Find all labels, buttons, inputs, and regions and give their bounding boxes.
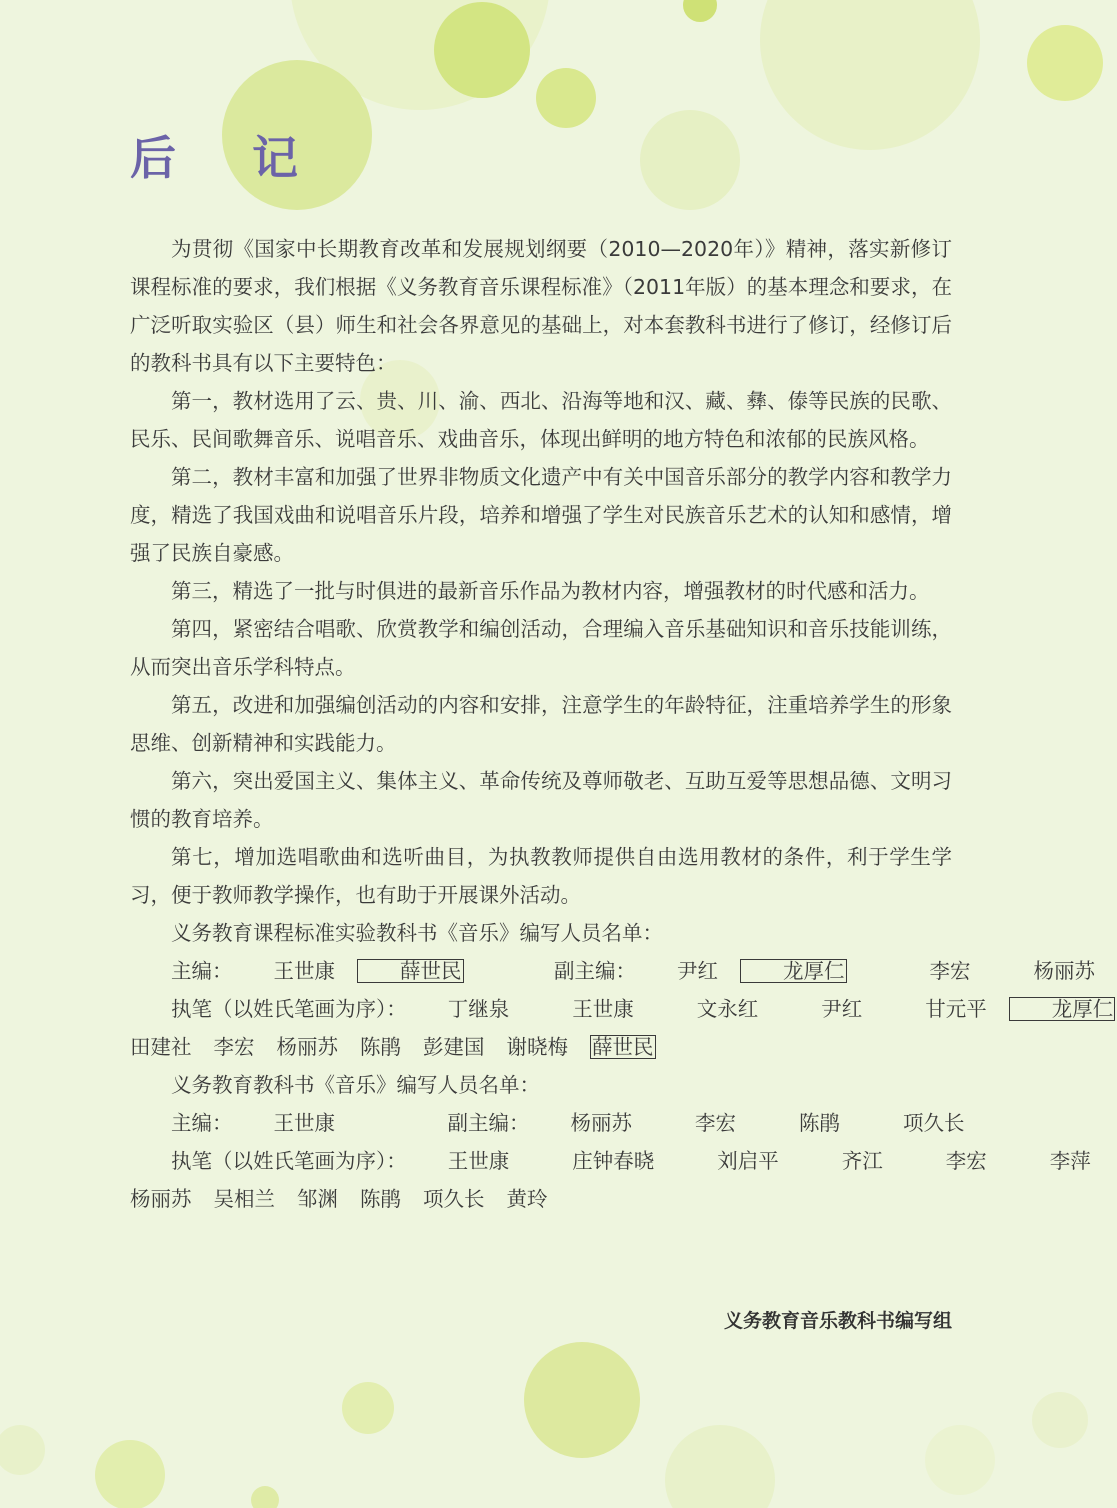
list1-editors-line <box>130 952 1096 990</box>
chief-editor: 王世康 <box>273 959 335 983</box>
writer-name: 李宏 <box>945 1149 987 1173</box>
writer-name: 吴相兰 <box>213 1187 275 1211</box>
writer-name-boxed: 薛世民 <box>592 1035 654 1059</box>
writer-name: 刘启平 <box>717 1149 779 1173</box>
deputy-label: 副主编： <box>447 1111 530 1135</box>
writer-name: 杨丽苏 <box>130 1187 192 1211</box>
deputy-editor: 李宏 <box>929 959 971 983</box>
paragraph-5: 第五，改进和加强编创活动的内容和安排，注意学生的年龄特征，注重培养学生的形象思维、创新精神和实践能力。 <box>130 693 952 755</box>
list1-writers-line <box>130 990 1114 1028</box>
writer-name: 陈鹃 <box>360 1187 401 1211</box>
writer-name: 邹渊 <box>297 1187 338 1211</box>
paragraph-4: 第四，紧密结合唱歌、欣赏教学和编创活动，合理编入音乐基础知识和音乐技能训练，从而突出音乐学科特点。 <box>130 617 952 679</box>
deputy-editor: 尹红 <box>677 959 719 983</box>
paragraph-2: 第二，教材丰富和加强了世界非物质文化遗产中有关中国音乐部分的教学内容和教学力度，精选了我国戏曲和说唱音乐片段，培养和增强了学生对民族音乐艺术的认知和感情，增强了民族自豪感。 <box>130 465 952 565</box>
page-title: 后 记 <box>130 131 329 185</box>
chief-editor-boxed: 薛世民 <box>357 959 464 983</box>
list2-writers-line-cont <box>130 1180 952 1218</box>
list2-heading: 义务教育教科书《音乐》编写人员名单： <box>171 1073 540 1097</box>
writer-name: 陈鹃 <box>360 1035 401 1059</box>
writer-name: 李宏 <box>213 1035 255 1059</box>
list1-writers-line-cont <box>130 1028 952 1066</box>
deputy-editor-boxed: 龙厚仁 <box>740 959 847 983</box>
deputy-label: 副主编： <box>554 959 637 983</box>
paragraph-intro: 为贯彻《国家中长期教育改革和发展规划纲要（2010—2020年）》精神，落实新修订课程标准的要求，我们根据《义务教育音乐课程标准》（2011年版）的基本理念和要求，在广泛听取实验区（县）师生和社会各界意见的基础上，对本套教科书进行了修订，经修订后的教科书具有以下主要特色： <box>130 237 952 375</box>
writer-name-boxed: 龙厚仁 <box>1009 997 1116 1021</box>
deputy-editor: 陈鹃 <box>799 1111 841 1135</box>
list2-writers-line <box>130 1142 1091 1180</box>
writer-name: 王世康 <box>572 997 634 1021</box>
writers-label: 执笔（以姓氏笔画为序）： <box>171 1149 407 1173</box>
paragraph-3: 第三，精选了一批与时俱进的最新音乐作品为教材内容，增强教材的时代感和活力。 <box>171 579 930 603</box>
paragraph-7: 第七，增加选唱歌曲和选听曲目，为执教教师提供自由选用教材的条件，利于学生学习，便于教师教学操作，也有助于开展课外活动。 <box>130 845 952 907</box>
writer-name: 王世康 <box>447 1149 510 1173</box>
deputy-editor: 杨丽苏 <box>570 1111 633 1135</box>
chief-editor: 王世康 <box>273 1111 335 1135</box>
list2-editors-line <box>130 1104 965 1142</box>
writer-name: 杨丽苏 <box>276 1035 338 1059</box>
writer-name: 文永红 <box>696 997 759 1021</box>
signature: 义务教育音乐教科书编写组 <box>723 1310 952 1332</box>
writer-name: 黄玲 <box>506 1187 548 1211</box>
paragraph-1: 第一，教材选用了云、贵、川、渝、西北、沿海等地和汉、藏、彝、傣等民族的民歌、民乐、民间歌舞音乐、说唱音乐、戏曲音乐，体现出鲜明的地方特色和浓郁的民族风格。 <box>130 389 952 451</box>
writer-name: 齐江 <box>841 1149 883 1173</box>
writer-name: 项久长 <box>423 1187 485 1211</box>
deputy-editor: 项久长 <box>903 1111 965 1135</box>
writer-name: 彭建国 <box>423 1035 485 1059</box>
writer-name: 丁继泉 <box>447 997 510 1021</box>
writer-name: 甘元平 <box>925 997 987 1021</box>
writer-name: 李萍 <box>1049 1149 1091 1173</box>
writer-name: 田建社 <box>130 1035 192 1059</box>
chief-label: 主编： <box>171 959 233 983</box>
writer-name: 庄钟春晓 <box>572 1149 655 1173</box>
deputy-editor: 杨丽苏 <box>1033 959 1096 983</box>
paragraph-6: 第六，突出爱国主义、集体主义、革命传统及尊师敬老、互助互爱等思想品德、文明习惯的教育培养。 <box>130 769 952 831</box>
list1-heading: 义务教育课程标准实验教科书《音乐》编写人员名单： <box>171 921 663 945</box>
chief-label: 主编： <box>171 1111 233 1135</box>
writers-label: 执笔（以姓氏笔画为序）： <box>171 997 407 1021</box>
deputy-editor: 李宏 <box>695 1111 737 1135</box>
afterword-body <box>130 230 1114 1218</box>
writer-name: 谢晓梅 <box>506 1035 568 1059</box>
writer-name: 尹红 <box>821 997 863 1021</box>
